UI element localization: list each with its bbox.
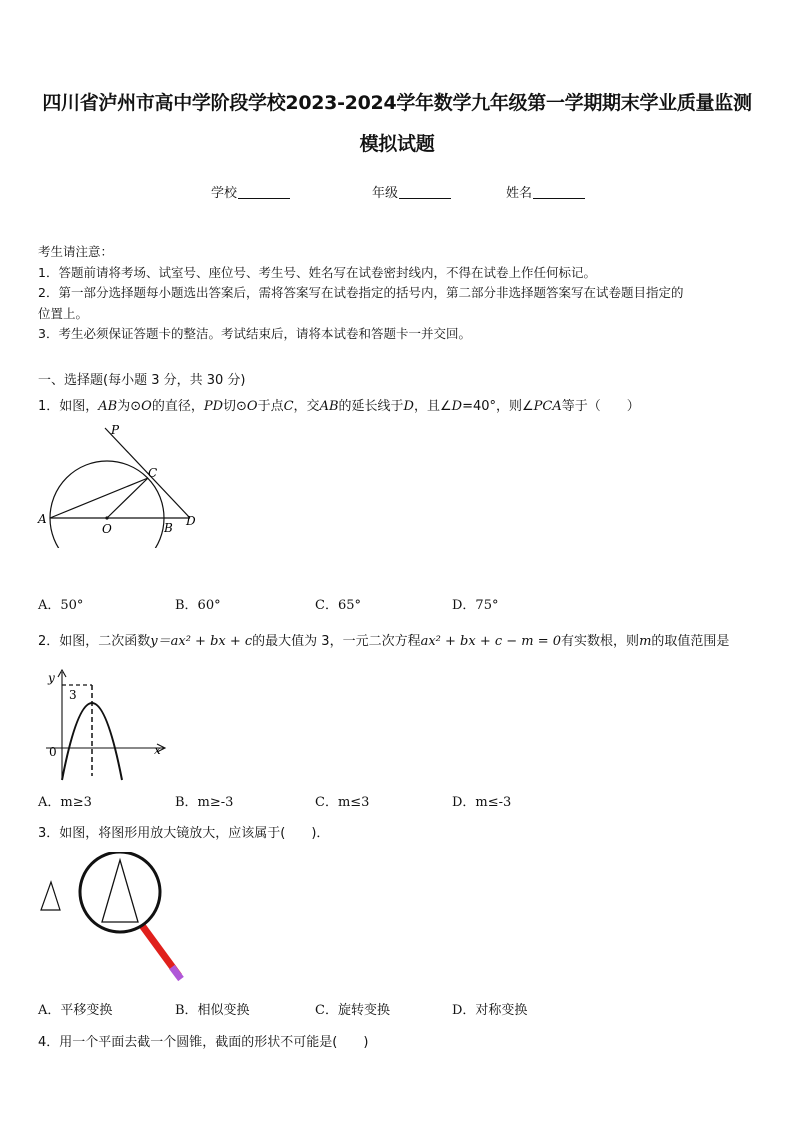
option-a[interactable]: A．m≥3	[38, 795, 92, 810]
option-b[interactable]: B．m≥-3	[175, 795, 234, 810]
label-c: C	[148, 466, 158, 480]
option-d[interactable]: D．m≤-3	[452, 795, 512, 810]
max-value-label: 3	[69, 688, 77, 702]
school-label: 学校	[211, 186, 238, 201]
question-3-text: 3．如图，将图形用放大镜放大，应该属于( )．	[38, 826, 330, 841]
label-a: A	[38, 512, 47, 526]
question-2-text: 2．如图，二次函数y＝ax² + bx + c的最大值为 3，一元二次方程ax² + bx + c − m = 0有实数根，则m的取值范围是	[38, 634, 730, 649]
parabola-graph	[40, 668, 175, 783]
grade-field[interactable]	[372, 182, 451, 201]
notice-item: 2．第一部分选择题每小题选出答案后，需将答案写在试卷指定的括号内，第二部分非选择题答案写在试卷题目指定的	[38, 285, 684, 300]
page-title: 四川省泸州市高中学阶段学校2023-2024学年数学九年级第一学期期末学业质量监测	[42, 92, 752, 114]
name-blank[interactable]	[533, 186, 585, 199]
origin-label: 0	[49, 745, 57, 759]
option-b[interactable]: B．60°	[175, 598, 221, 613]
circle-tangent-figure	[30, 418, 210, 548]
notice-item: 位置上。	[38, 305, 89, 321]
option-d[interactable]: D．75°	[452, 598, 499, 613]
option-c[interactable]: C．m≤3	[315, 795, 370, 810]
label-b: B	[164, 521, 173, 535]
notice-block	[38, 242, 763, 345]
grade-blank[interactable]	[399, 186, 451, 199]
page-subtitle: 模拟试题	[359, 133, 435, 155]
section-heading: 一、选择题(每小题 3 分，共 30 分)	[38, 373, 246, 388]
notice-item: 1．答题前请将考场、试室号、座位号、考生号、姓名写在试卷密封线内，不得在试卷上作任何标记。	[38, 264, 596, 280]
y-axis-label: y	[48, 671, 55, 685]
option-c[interactable]: C．65°	[315, 598, 361, 613]
magnifying-glass-icon	[80, 852, 181, 979]
notice-item: 3．考生必须保证答题卡的整洁。考试结束后，请将本试卷和答题卡一并交回。	[38, 326, 471, 341]
option-d[interactable]: D．对称变换	[452, 1003, 528, 1018]
option-a[interactable]: A．平移变换	[38, 1003, 113, 1018]
name-label: 姓名	[506, 186, 533, 201]
school-blank[interactable]	[238, 186, 290, 199]
question-1-text: 1．如图，AB为⊙O的直径，PD切⊙O于点C，交AB的延长线于D，且∠D=40°，则∠PCA等于（ ）	[38, 399, 640, 414]
school-field[interactable]	[211, 182, 290, 201]
label-o: O	[102, 522, 112, 536]
question-4-text: 4．用一个平面去截一个圆锥，截面的形状不可能是( )	[38, 1035, 369, 1050]
label-p: P	[111, 423, 120, 437]
grade-label: 年级	[372, 186, 399, 201]
small-triangle	[41, 882, 60, 910]
name-field[interactable]	[506, 182, 585, 201]
x-axis-label: x	[154, 743, 161, 757]
option-a[interactable]: A．50°	[38, 598, 84, 613]
option-b[interactable]: B．相似变换	[175, 1003, 250, 1018]
option-c[interactable]: C．旋转变换	[315, 1003, 390, 1018]
label-d: D	[186, 514, 196, 528]
notice-heading: 考生请注意：	[38, 244, 114, 259]
magnifier-figure	[34, 852, 194, 988]
